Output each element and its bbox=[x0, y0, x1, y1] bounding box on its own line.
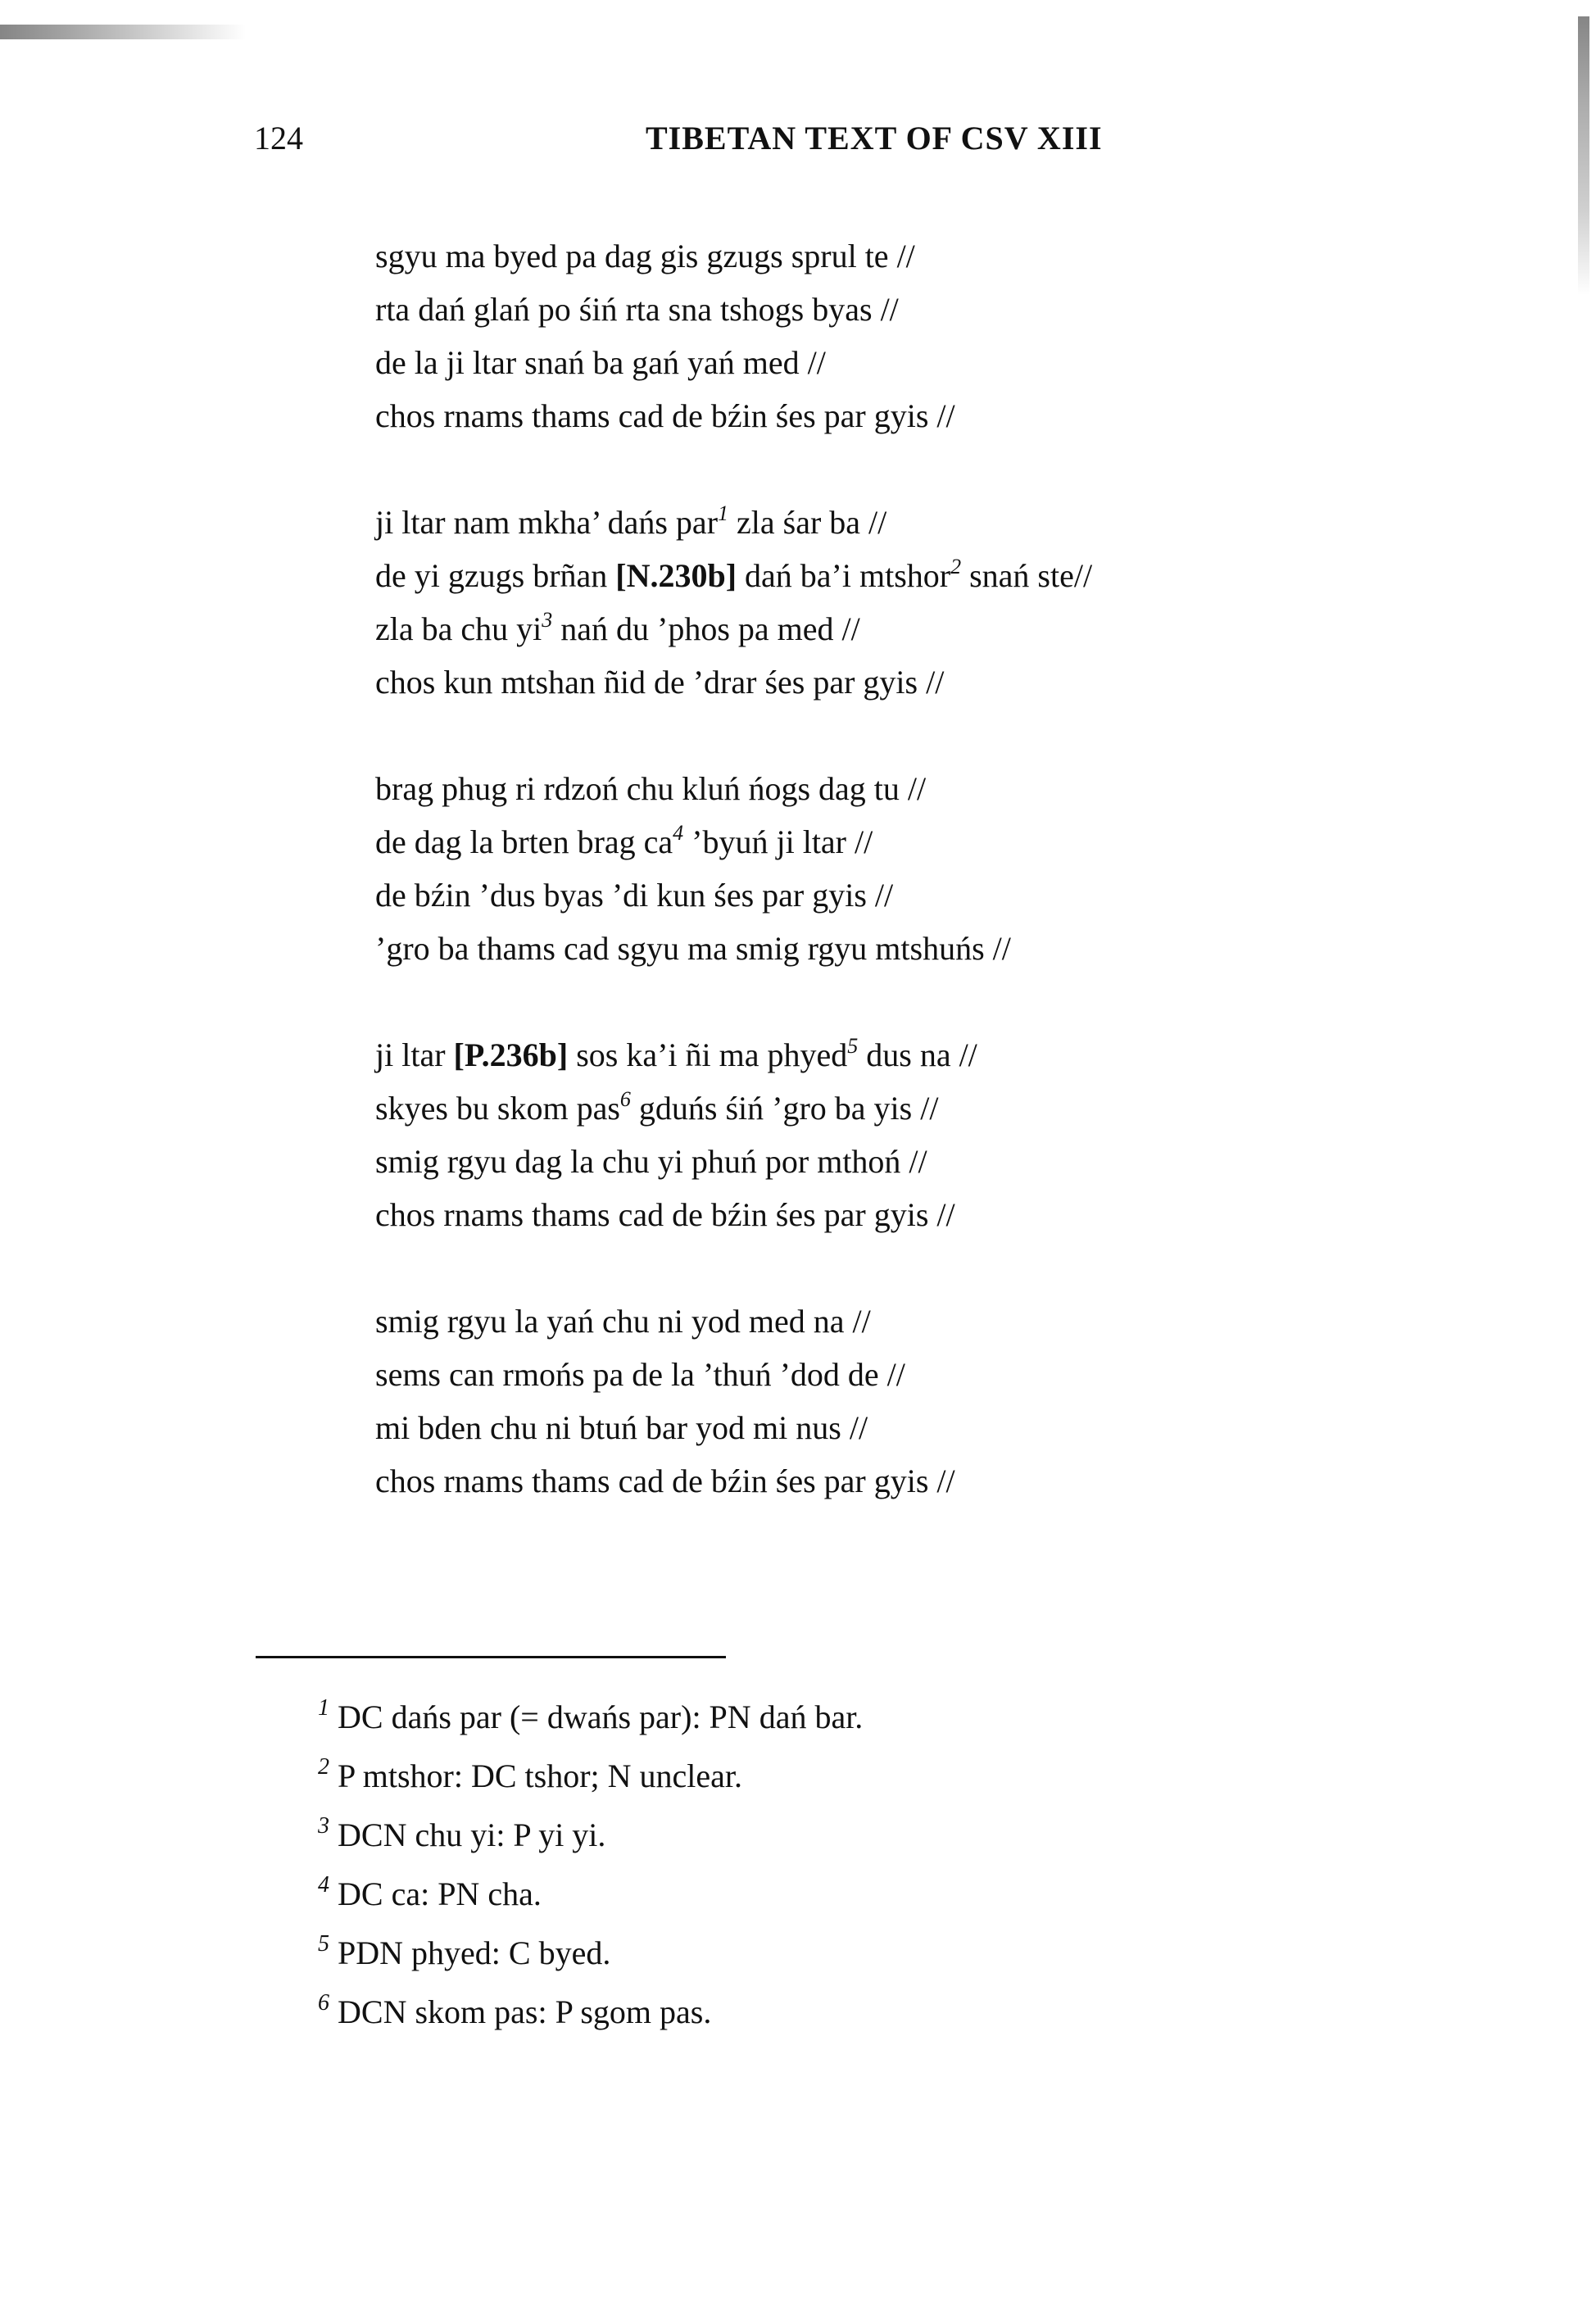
verse-line bbox=[375, 922, 1358, 975]
footnote bbox=[318, 1865, 1383, 1924]
verse-line bbox=[375, 1454, 1358, 1508]
verse-line bbox=[375, 389, 1358, 442]
verse-line bbox=[375, 549, 1358, 602]
verse-line bbox=[375, 1295, 1358, 1348]
verse-text-segment: zla śar ba // bbox=[728, 504, 887, 541]
footnote-number: 2 bbox=[318, 1754, 329, 1780]
footnote-ref: 3 bbox=[542, 608, 553, 632]
verse-text-segment: de la ji ltar snań ba gań yań med // bbox=[375, 344, 826, 381]
verse-line bbox=[375, 1082, 1358, 1135]
verse-text-segment: nań du ’phos pa med // bbox=[552, 610, 860, 647]
stanza bbox=[375, 1295, 1358, 1508]
footnote-ref: 4 bbox=[673, 821, 684, 845]
scan-edge-mark bbox=[1578, 16, 1589, 295]
verse-text-segment: zla ba chu yi bbox=[375, 610, 542, 647]
verse-text-segment: ’gro ba thams cad sgyu ma smig rgyu mtshuńs // bbox=[375, 930, 1011, 967]
verse-text-segment: sos ka’i ñi ma phyed bbox=[568, 1036, 848, 1073]
verse-text-segment: gduńs śiń ’gro ba yis // bbox=[630, 1090, 939, 1127]
verse-line bbox=[375, 1401, 1358, 1454]
footnote-text: P mtshor: DC tshor; N unclear. bbox=[338, 1757, 743, 1794]
running-title: TIBETAN TEXT OF CSV XIII bbox=[646, 120, 1103, 156]
verse-text-segment: sgyu ma byed pa dag gis gzugs sprul te // bbox=[375, 238, 915, 274]
footnote-ref: 1 bbox=[718, 501, 729, 525]
stanza bbox=[375, 762, 1358, 975]
verse-text-segment: mi bden chu ni btuń bar yod mi nus // bbox=[375, 1409, 868, 1446]
footnote-ref: 5 bbox=[847, 1034, 859, 1058]
footnote bbox=[318, 1924, 1383, 1983]
footnote-ref: 2 bbox=[950, 555, 962, 578]
folio-marker: [P.236b] bbox=[453, 1036, 569, 1073]
footnote-number: 3 bbox=[318, 1813, 329, 1839]
footnote-text: DC ca: PN cha. bbox=[338, 1875, 542, 1912]
footnote-number: 5 bbox=[318, 1931, 329, 1957]
footnote bbox=[318, 1747, 1383, 1806]
verse-line bbox=[375, 655, 1358, 709]
verse-text-segment: de dag la brten brag ca bbox=[375, 823, 673, 860]
verse-text-segment: sems can rmońs pa de la ’thuń ’dod de // bbox=[375, 1356, 905, 1393]
footnote-text: DC dańs par (= dwańs par): PN dań bar. bbox=[338, 1698, 864, 1735]
footnote-number: 6 bbox=[318, 1990, 329, 2016]
verse-line bbox=[375, 1348, 1358, 1401]
verse-text-segment: ’byuń ji ltar // bbox=[683, 823, 873, 860]
verse-line bbox=[375, 868, 1358, 922]
verse-text-segment: de yi gzugs brñan bbox=[375, 557, 616, 594]
running-head bbox=[254, 119, 1401, 168]
verse-line bbox=[375, 815, 1358, 868]
verse-line bbox=[375, 762, 1358, 815]
footnote-number: 4 bbox=[318, 1872, 329, 1898]
footnote bbox=[318, 1806, 1383, 1865]
verse-line bbox=[375, 1135, 1358, 1188]
page-number: 124 bbox=[254, 120, 303, 156]
verse-text-segment: de bźin ’dus byas ’di kun śes par gyis // bbox=[375, 877, 894, 914]
verse-text-segment: skyes bu skom pas bbox=[375, 1090, 620, 1127]
verse-line bbox=[375, 1188, 1358, 1241]
verse-text-segment: rta dań glań po śiń rta sna tshogs byas // bbox=[375, 291, 899, 328]
verse-text-segment: brag phug ri rdzoń chu kluń ńogs dag tu // bbox=[375, 770, 927, 807]
footnote bbox=[318, 1983, 1383, 2042]
scan-edge-mark bbox=[0, 25, 246, 39]
footnote-text: DCN chu yi: P yi yi. bbox=[338, 1816, 606, 1853]
verse-text-segment: smig rgyu dag la chu yi phuń por mthoń // bbox=[375, 1143, 927, 1180]
verse-line bbox=[375, 336, 1358, 389]
verse-text-segment: ji ltar bbox=[375, 1036, 454, 1073]
verse-text-segment: chos rnams thams cad de bźin śes par gyis // bbox=[375, 397, 955, 434]
stanza bbox=[375, 229, 1358, 442]
footnote-text: PDN phyed: C byed. bbox=[338, 1934, 611, 1971]
verse-text-segment: chos rnams thams cad de bźin śes par gyis // bbox=[375, 1196, 955, 1233]
verse-text-segment: chos kun mtshan ñid de ’drar śes par gyis // bbox=[375, 664, 945, 701]
verse-line bbox=[375, 602, 1358, 655]
verse-line bbox=[375, 1028, 1358, 1082]
verse-text-segment: ji ltar nam mkha’ dańs par bbox=[375, 504, 719, 541]
folio-marker: [N.230b] bbox=[615, 557, 737, 594]
footnote-text: DCN skom pas: P sgom pas. bbox=[338, 1993, 712, 2030]
verse-line bbox=[375, 496, 1358, 549]
stanza bbox=[375, 1028, 1358, 1241]
stanza bbox=[375, 496, 1358, 709]
verse-text-segment: chos rnams thams cad de bźin śes par gyis // bbox=[375, 1463, 955, 1499]
footnotes bbox=[318, 1688, 1383, 2042]
verse-text-segment: dań ba’i mtshor bbox=[737, 557, 951, 594]
verse-text-segment: snań ste// bbox=[961, 557, 1093, 594]
verse-text-segment: smig rgyu la yań chu ni yod med na // bbox=[375, 1303, 871, 1340]
verse-text bbox=[375, 229, 1358, 1561]
verse-line bbox=[375, 229, 1358, 283]
verse-text-segment: dus na // bbox=[858, 1036, 977, 1073]
footnote-number: 1 bbox=[318, 1695, 329, 1721]
verse-line bbox=[375, 283, 1358, 336]
footnote bbox=[318, 1688, 1383, 1747]
footnote-divider bbox=[256, 1656, 726, 1658]
footnote-ref: 6 bbox=[619, 1087, 631, 1111]
